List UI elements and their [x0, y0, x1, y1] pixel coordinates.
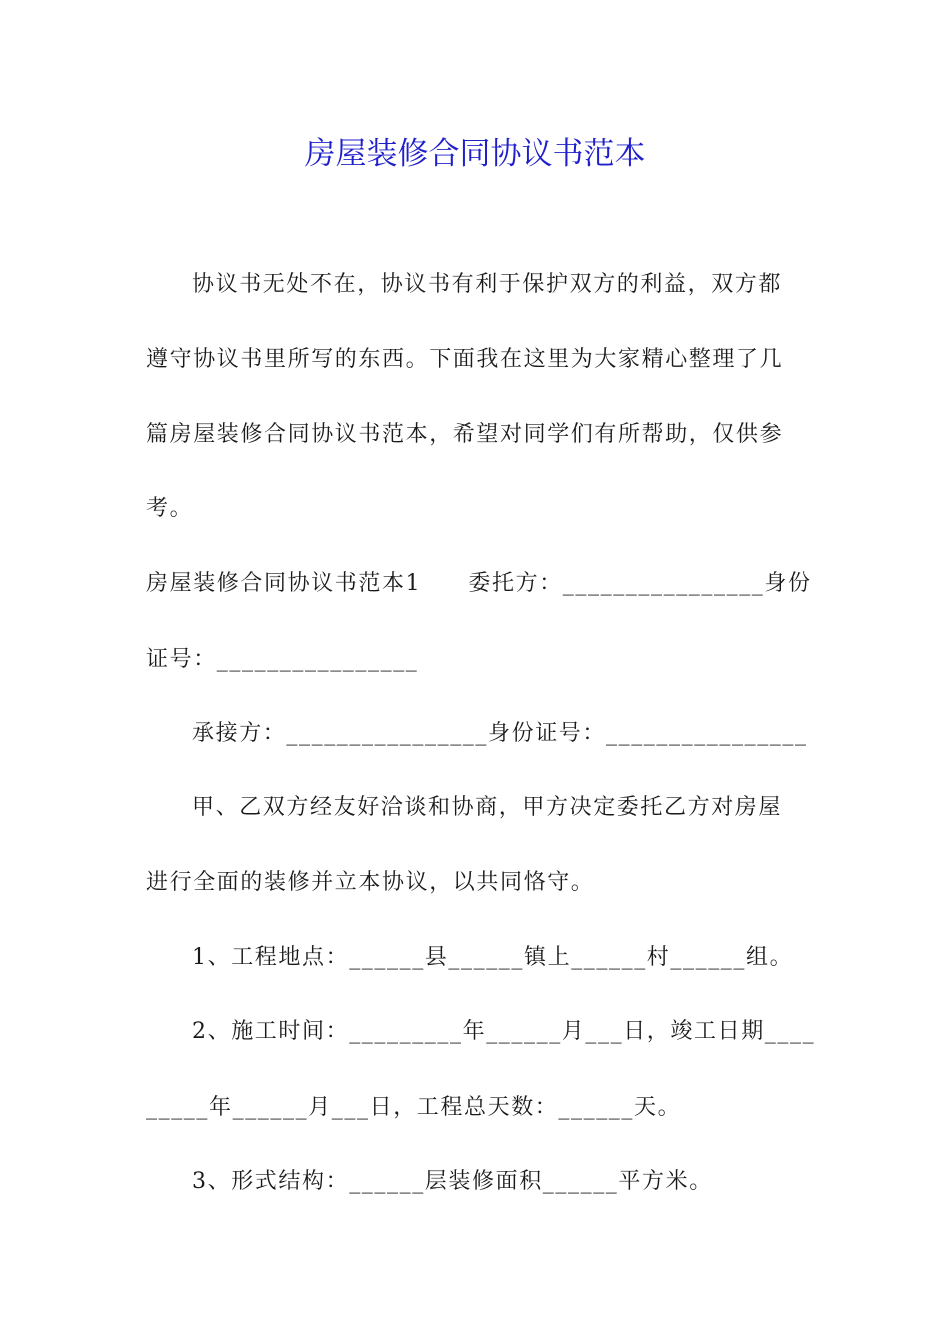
intro-line-4: 考。: [146, 496, 194, 521]
preamble-line-2: 进行全面的装修并立本协议，以共同恪守。: [146, 870, 595, 895]
clause-2-time-line-2: _____年______月___日，工程总天数：______天。: [146, 1095, 682, 1120]
intro-line-1: 协议书无处不在，协议书有利于保护双方的利益，双方都: [192, 272, 783, 297]
contractor-line: 承接方：________________身份证号：________________: [192, 721, 808, 746]
section1-heading-line: 房屋装修合同协议书范本1 委托方：________________身份: [146, 571, 812, 596]
clause-2-time-line-1: 2、施工时间：_________年______月___日，竣工日期____: [192, 1019, 816, 1044]
document-title: 房屋装修合同协议书范本: [304, 136, 646, 172]
intro-line-3: 篇房屋装修合同协议书范本，希望对同学们有所帮助，仅供参: [146, 422, 784, 447]
section1-id-line: 证号：________________: [146, 647, 419, 672]
clause-1-location: 1、工程地点：______县______镇上______村______组。: [192, 945, 794, 970]
clause-3-structure: 3、形式结构：______层装修面积______平方米。: [192, 1169, 713, 1194]
preamble-line-1: 甲、乙双方经友好洽谈和协商，甲方决定委托乙方对房屋: [192, 795, 783, 820]
intro-line-2: 遵守协议书里所写的东西。下面我在这里为大家精心整理了几: [146, 347, 784, 372]
